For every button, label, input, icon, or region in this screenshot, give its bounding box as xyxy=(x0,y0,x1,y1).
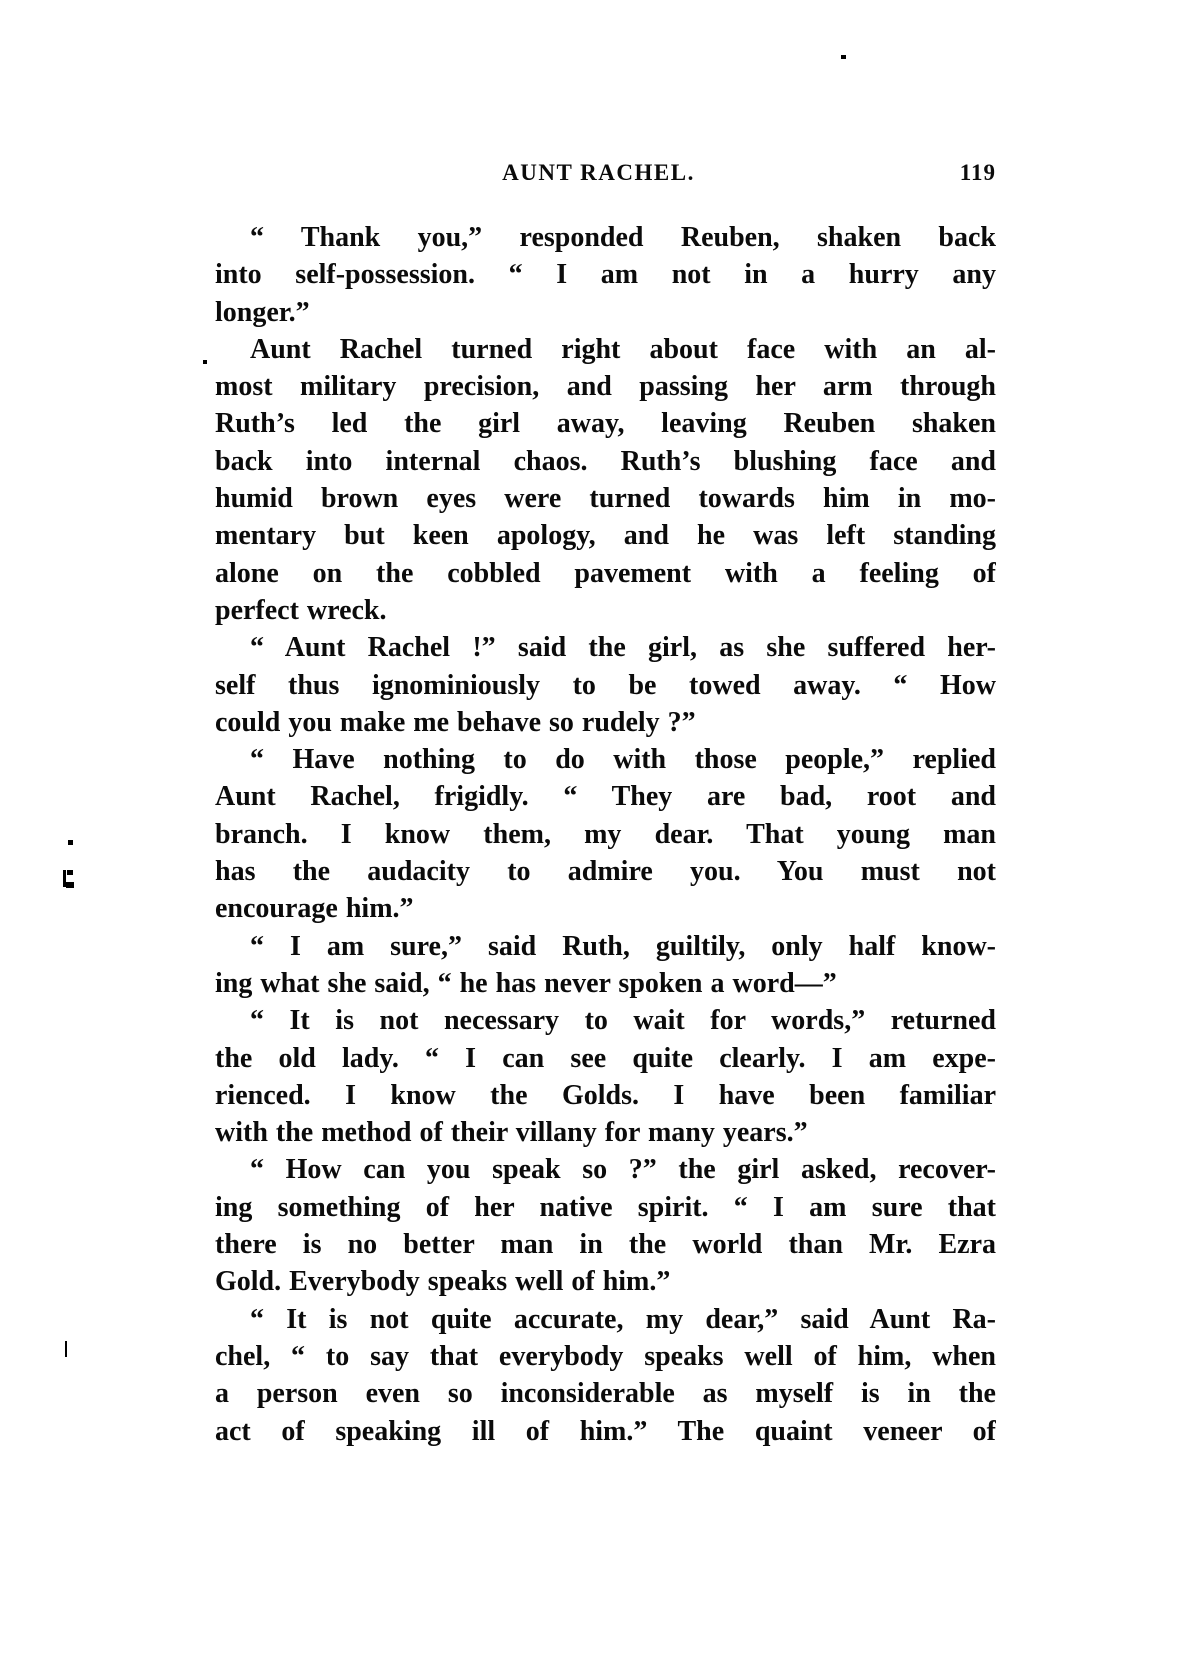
text-line: self thus ignominiously to be towed away. “ How xyxy=(215,669,996,701)
margin-mark xyxy=(63,870,76,887)
text-line: “ It is not necessary to wait for words,” returned xyxy=(250,1005,996,1037)
text-line: Ruth’s led the girl away, leaving Reuben shaken xyxy=(215,408,996,440)
running-header xyxy=(215,160,996,192)
ink-speck xyxy=(841,55,846,59)
text-line: “ Have nothing to do with those people,” replied xyxy=(250,744,996,776)
text-line: Aunt Rachel, frigidly. “ They are bad, root and xyxy=(215,781,996,813)
text-line: Gold. Everybody speaks well of him.” xyxy=(215,1266,671,1298)
text-line: could you make me behave so rudely ?” xyxy=(215,706,696,738)
text-block xyxy=(215,219,996,1450)
ink-speck xyxy=(203,360,207,364)
text-line: act of speaking ill of him.” The quaint veneer of xyxy=(215,1415,996,1447)
text-line: the old lady. “ I can see quite clearly. I am expe- xyxy=(215,1042,996,1074)
text-line: perfect wreck. xyxy=(215,594,387,626)
text-line: ing something of her native spirit. “ I am sure that xyxy=(215,1191,996,1223)
text-line: ing what she said, “ he has never spoken a word—” xyxy=(215,967,837,999)
text-line: with the method of their villany for many years.” xyxy=(215,1117,808,1149)
text-line: “ It is not quite accurate, my dear,” said Aunt Ra- xyxy=(250,1303,996,1335)
text-line: alone on the cobbled pavement with a feeling of xyxy=(215,557,996,589)
text-line: longer.” xyxy=(215,296,310,328)
text-line: chel, “ to say that everybody speaks well of him, when xyxy=(215,1340,996,1372)
page-number: 119 xyxy=(959,160,996,185)
text-line: branch. I know them, my dear. That young man xyxy=(215,818,996,850)
text-line: “ How can you speak so ?” the girl asked, recover- xyxy=(250,1154,996,1186)
text-line: humid brown eyes were turned towards him in mo- xyxy=(215,483,996,515)
text-line: “ Aunt Rachel !” said the girl, as she suffered her- xyxy=(250,632,996,664)
text-line: Aunt Rachel turned right about face with an al- xyxy=(250,333,996,365)
text-line: back into internal chaos. Ruth’s blushing face and xyxy=(215,445,996,477)
text-line: there is no better man in the world than Mr. Ezra xyxy=(215,1229,996,1261)
text-line: most military precision, and passing her arm through xyxy=(215,371,996,403)
running-header-title: AUNT RACHEL. xyxy=(502,160,695,185)
text-line: into self-possession. “ I am not in a hurry any xyxy=(215,259,996,291)
text-line: “ Thank you,” responded Reuben, shaken back xyxy=(250,222,996,253)
text-line: mentary but keen apology, and he was left standing xyxy=(215,520,996,552)
text-line: “ I am sure,” said Ruth, guiltily, only half know- xyxy=(250,930,996,962)
text-line: a person even so inconsiderable as myself is in the xyxy=(215,1378,996,1410)
text-line: rienced. I know the Golds. I have been familiar xyxy=(215,1079,996,1111)
text-line: has the audacity to admire you. You must not xyxy=(215,856,996,888)
text-line: encourage him.” xyxy=(215,893,414,925)
margin-mark xyxy=(65,1341,67,1357)
ink-speck xyxy=(68,840,73,845)
